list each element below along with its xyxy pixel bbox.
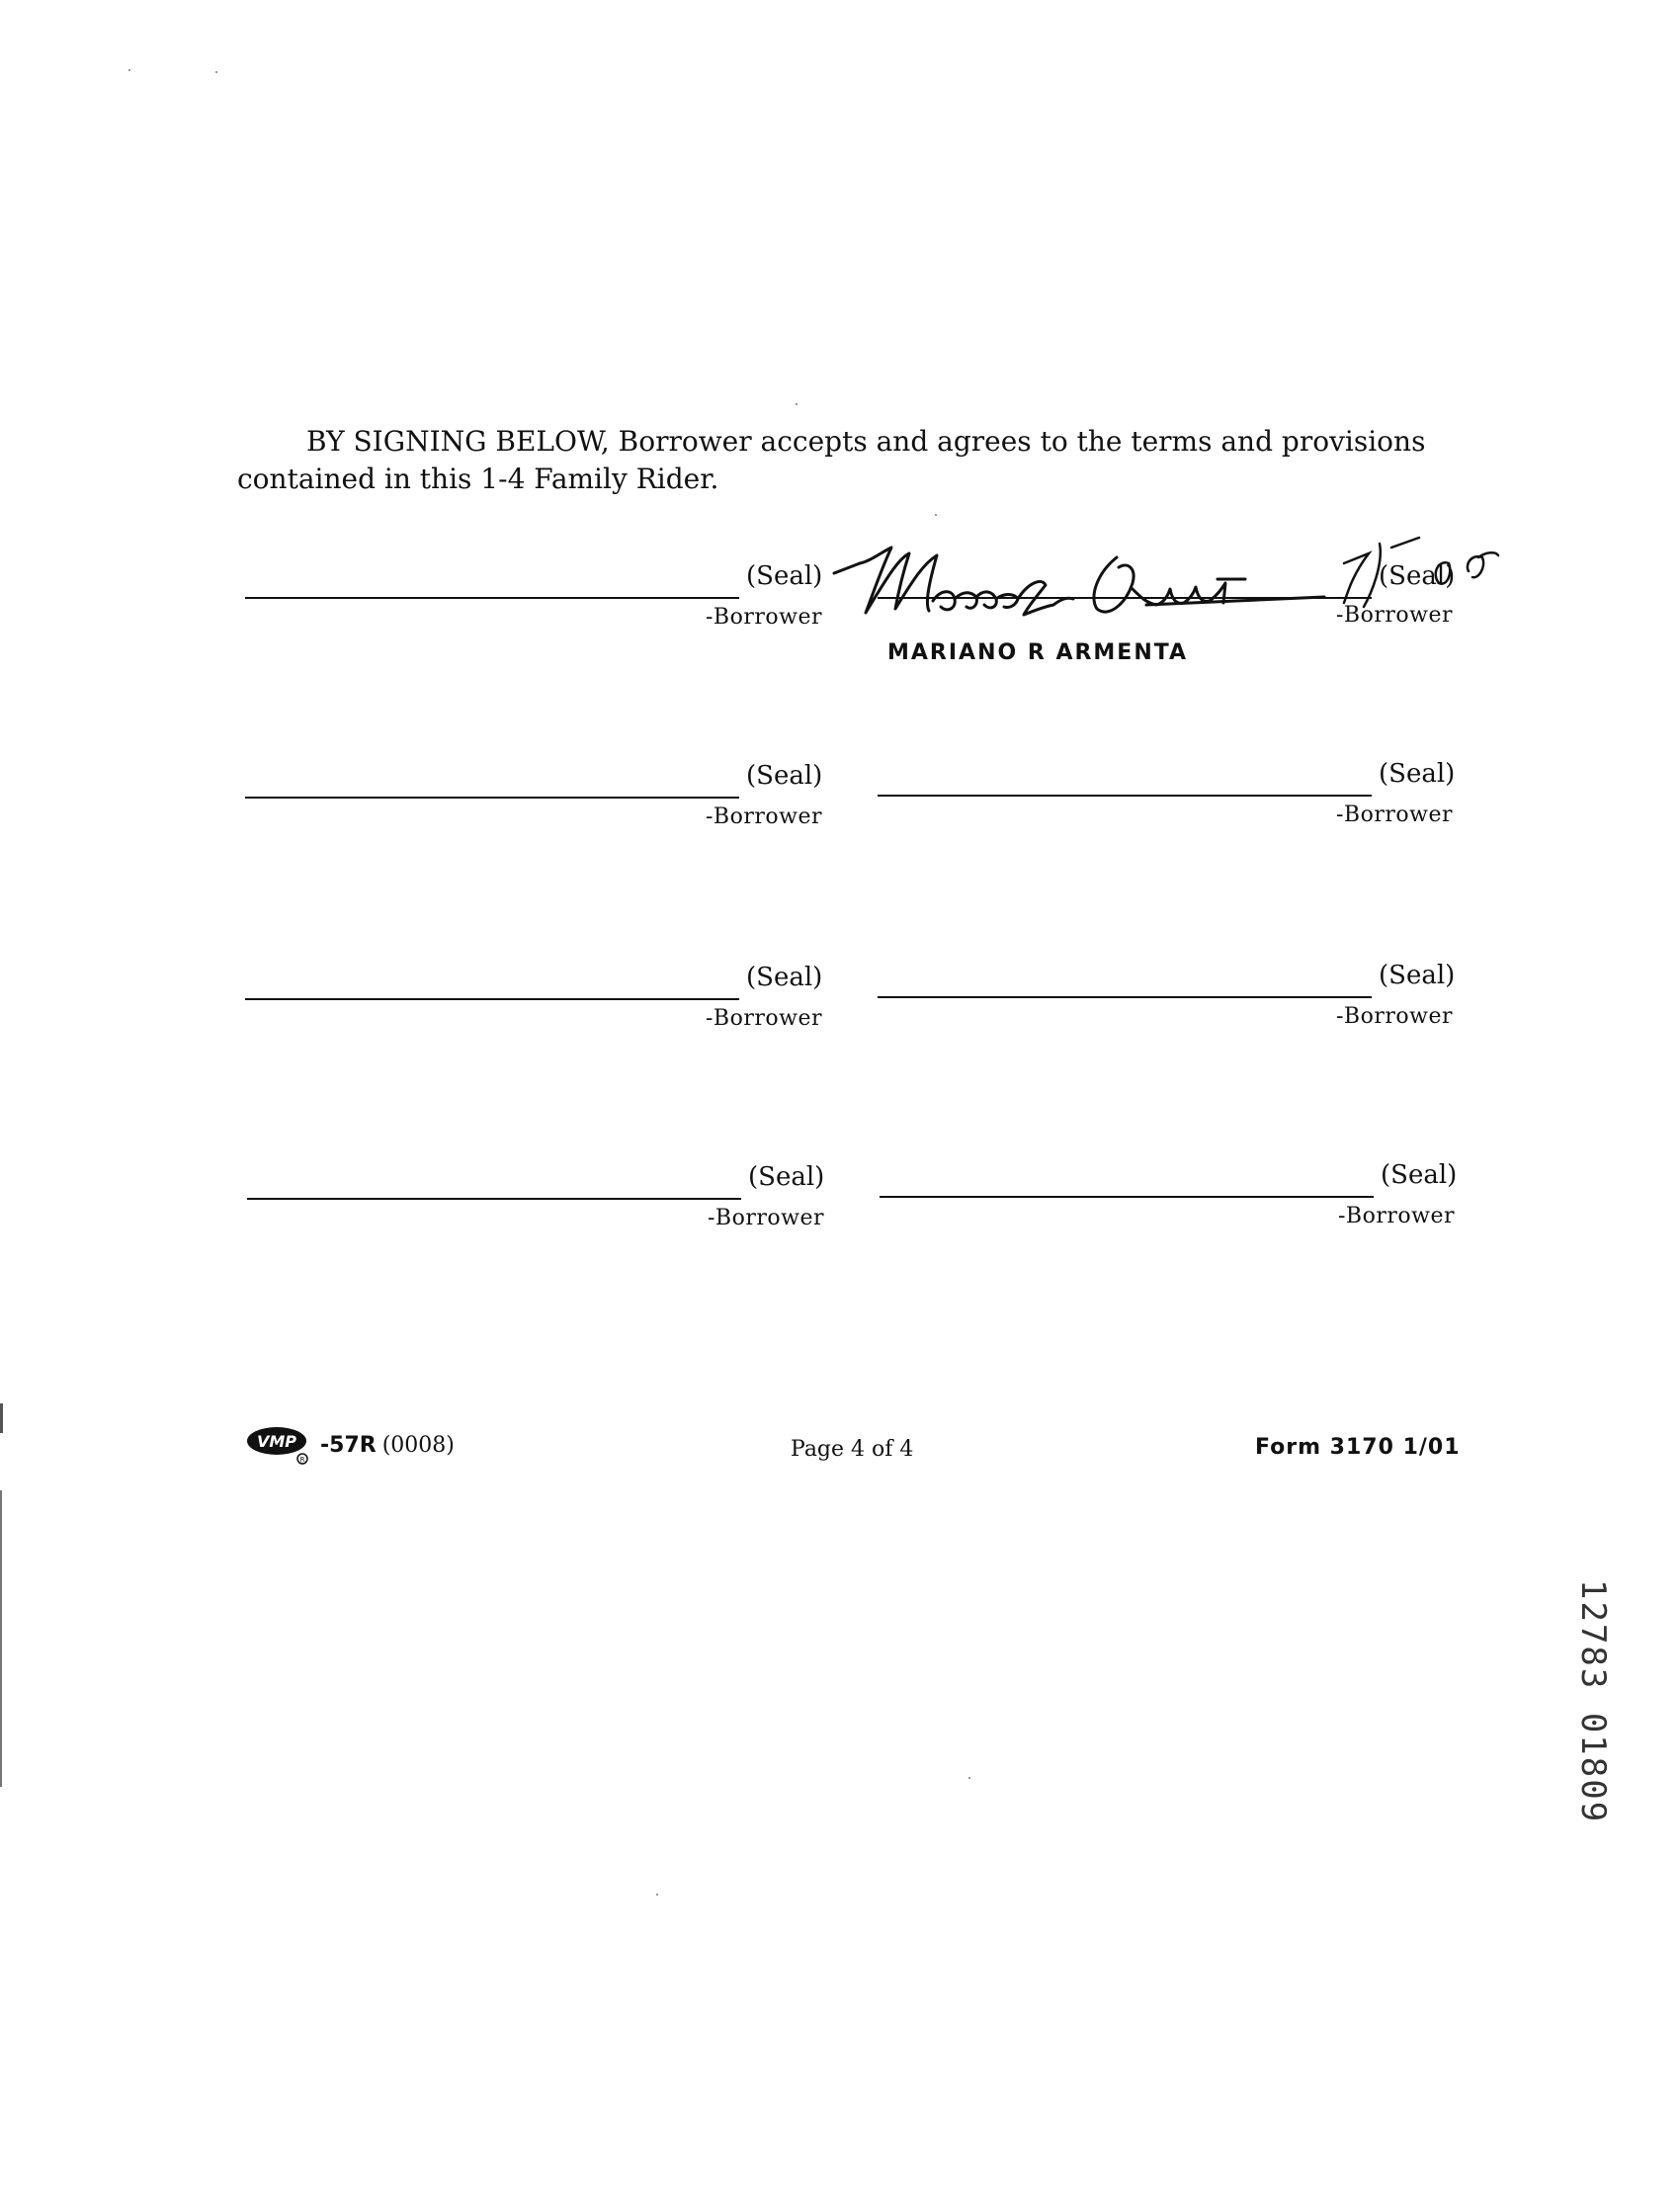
signature-line [247,1198,741,1200]
borrower-label: -Borrower [1336,603,1453,628]
signer-printed-name: MARIANO R ARMENTA [887,640,1189,665]
seal-label: (Seal) [1381,1160,1458,1190]
signature-line [878,795,1372,797]
form-number: Form 3170 1/01 [1255,1435,1461,1460]
borrower-label: -Borrower [706,1006,822,1031]
form-code [245,1425,455,1465]
seal-label: (Seal) [1379,961,1456,990]
vmp-logo-icon [245,1425,314,1465]
borrower-label: -Borrower [706,605,822,630]
intro-paragraph: BY SIGNING BELOW, Borrower accepts and agrees to the terms and provisions contained in this 1-4 Family Rider. [237,425,1426,495]
seal-label: (Seal) [1379,759,1456,789]
scan-speck [968,1777,970,1779]
scan-speck [215,71,217,73]
seal-label: (Seal) [1379,561,1456,591]
signature-line [880,1196,1374,1198]
seal-label: (Seal) [746,561,823,591]
page-number: Page 4 of 4 [791,1437,914,1462]
scan-speck [796,403,798,405]
seal-label: (Seal) [746,963,823,992]
borrower-label: -Borrower [1336,803,1453,827]
borrower-label: -Borrower [1338,1204,1455,1228]
borrower-label: -Borrower [706,804,822,829]
document-stamp-number: 12783 01809 [1573,1579,1613,1824]
scan-speck [935,514,937,516]
handwritten-signature [830,534,1542,633]
svg-text:VMP: VMP [256,1432,297,1451]
svg-text:R: R [299,1456,305,1464]
signature-line [245,998,739,1000]
form-code-suffix: (0008) [381,1432,455,1458]
scan-edge-mark [0,1490,2,1787]
signature-line [878,996,1372,998]
seal-label: (Seal) [748,1162,825,1192]
borrower-label: -Borrower [1336,1004,1453,1029]
scan-speck [128,69,130,71]
signature-line [245,597,739,599]
borrower-label: -Borrower [708,1206,824,1230]
seal-label: (Seal) [746,761,823,791]
scan-speck [656,1894,658,1896]
signature-line [245,797,739,799]
form-code-text: -57R [320,1432,377,1458]
scan-edge-mark [0,1403,3,1433]
